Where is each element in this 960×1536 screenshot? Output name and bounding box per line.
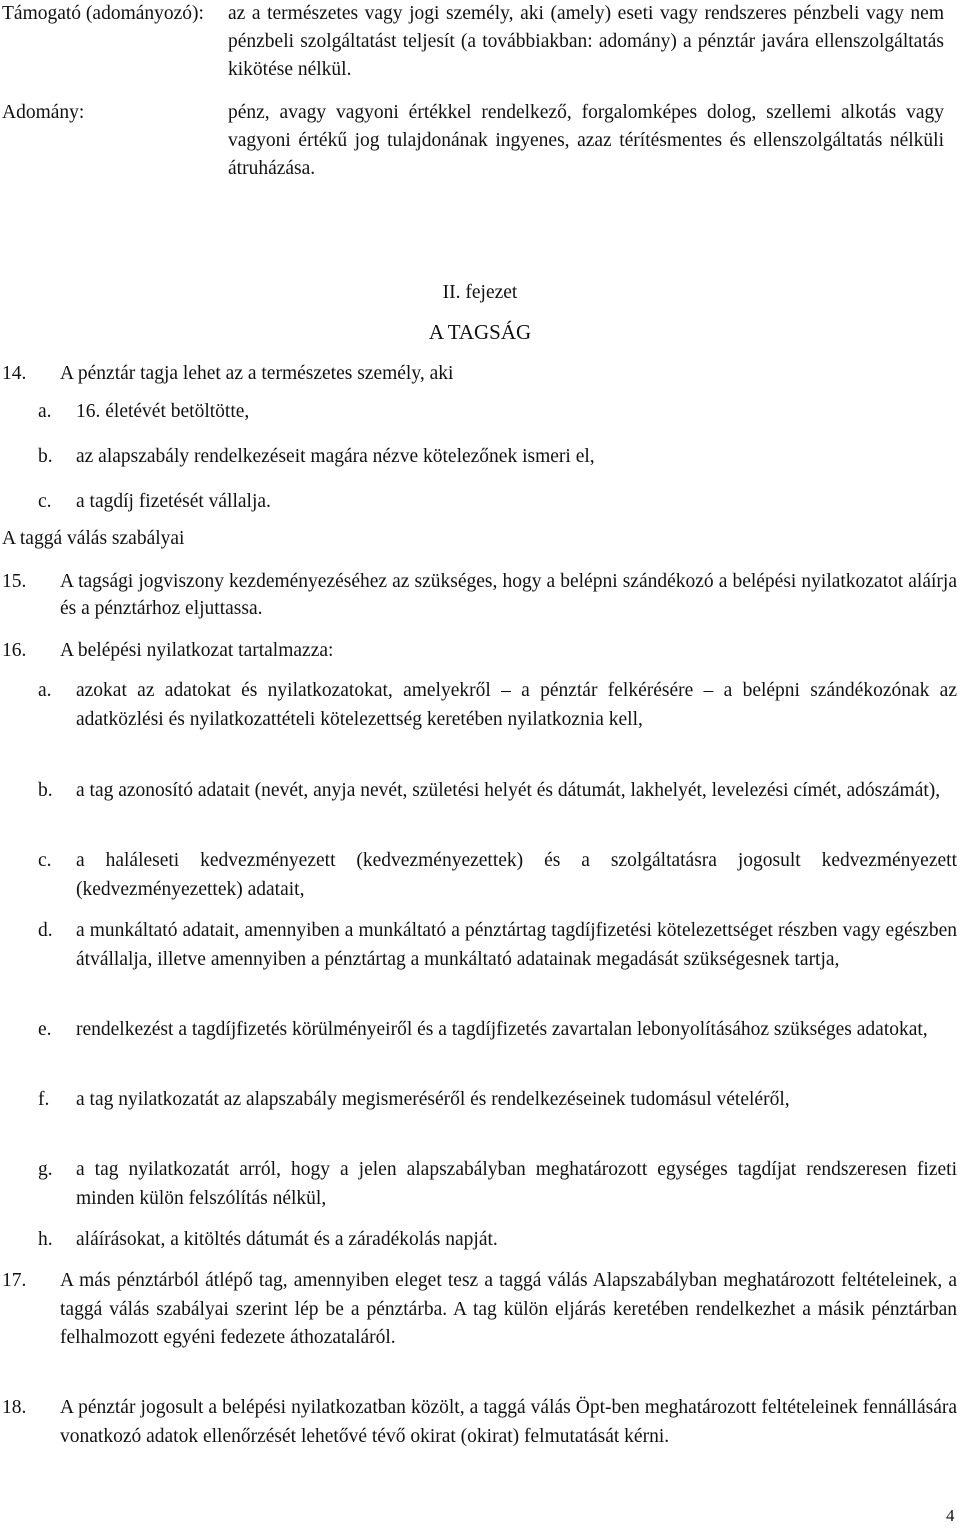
definition-text-adomany: pénz, avagy vagyoni értékkel rendelkező, forgalomképes dolog, szellemi alkotás vagy vagyoni értékű jog tulajdonának ingyenes, azaz térítésmentes és ellenszolgáltatás nélküli átruházása.	[228, 102, 944, 179]
section-16-item-h-marker: h.	[38, 1229, 53, 1250]
section-14-item-c: a tagdíj fizetését vállalja.	[76, 491, 271, 512]
section-15-number: 15.	[2, 571, 27, 592]
section-16-item-d: a munkáltató adatait, amennyiben a munkáltató a pénztártag tagdíjfizetési kötelezettséget részben vagy egészben átvállalja, illetve amennyiben a pénztártag a munkáltató adatainak megadását szükségesnek tartja,	[76, 920, 957, 970]
chapter-title: A TAGSÁG	[428, 320, 532, 344]
section-14-item-c-marker: c.	[38, 491, 52, 512]
section-16-item-f: a tag nyilatkozatát az alapszabály megismeréséről és rendelkezéseinek tudomásul vételéről,	[76, 1089, 790, 1110]
section-16-item-f-marker: f.	[38, 1089, 50, 1110]
section-16-item-a-marker: a.	[38, 680, 52, 701]
section-16-number: 16.	[2, 640, 27, 661]
page-number: 4	[946, 1506, 955, 1525]
section-15-text: A tagsági jogviszony kezdeményezéséhez az szükséges, hogy a belépni szándékozó a belépési nyilatkozatot aláírja és a pénztárhoz eljuttassa.	[60, 571, 957, 619]
section-16-item-g: a tag nyilatkozatát arról, hogy a jelen alapszabályban meghatározott egységes tagdíjat rendszeresen fizeti minden külön felszólítás nélkül,	[76, 1159, 957, 1209]
definition-text-tamogato: az a természetes vagy jogi személy, aki (amely) eseti vagy rendszeres pénzbeli vagy nem pénzbeli szolgáltatást teljesít (a továbbiakban: adomány) a pénztár javára ellenszolgáltatás kikötése nélkül.	[228, 3, 944, 80]
section-16-item-c: a haláleseti kedvezményezett (kedvezményezettek) és a szolgáltatásra jogosult kedvezményezett (kedvezményezettek) adatait,	[76, 850, 957, 900]
section-16-text: A belépési nyilatkozat tartalmazza:	[60, 640, 334, 661]
section-17-number: 17.	[2, 1270, 27, 1291]
definition-term-tamogato: Támogató (adományozó):	[2, 3, 204, 24]
definition-term-adomany: Adomány:	[2, 102, 85, 123]
section-18-number: 18.	[2, 1397, 27, 1418]
section-14-item-b-marker: b.	[38, 446, 53, 467]
section-16-item-a: azokat az adatokat és nyilatkozatokat, amelyekről – a pénztár felkérésére – a belépni szándékozónak az adatközlési és nyilatkozattételi kötelezettség keretében nyilatkoznia kell,	[76, 680, 957, 730]
section-14-item-a-marker: a.	[38, 401, 52, 422]
subheading: A taggá válás szabályai	[2, 528, 185, 549]
section-16-item-b-marker: b.	[38, 780, 53, 801]
section-14-text: A pénztár tagja lehet az a természetes személy, aki	[60, 363, 454, 384]
section-17-text: A más pénztárból átlépő tag, amennyiben eleget tesz a taggá válás Alapszabályban meghatározott feltételeinek, a taggá válás szabályai szerint lép be a pénztárba. A tag külön eljárás keretében rendelkezhet a másik pénztárban felhalmozott egyéni fedezete áthozataláról.	[60, 1270, 957, 1348]
section-16-item-h: aláírásokat, a kitöltés dátumát és a záradékolás napját.	[76, 1229, 498, 1250]
section-16-item-d-marker: d.	[38, 920, 53, 941]
section-14-number: 14.	[2, 363, 27, 384]
section-16-item-e: rendelkezést a tagdíjfizetés körülményeiről és a tagdíjfizetés zavartalan lebonyolításához szükséges adatokat,	[76, 1019, 928, 1040]
chapter-number: II. fejezet	[442, 282, 518, 303]
section-16-item-e-marker: e.	[38, 1019, 52, 1040]
section-14-item-a: 16. életévét betöltötte,	[76, 401, 250, 422]
section-18-text: A pénztár jogosult a belépési nyilatkozatban közölt, a taggá válás Öpt-ben meghatározott feltételeinek fennállására vonatkozó adatok ellenőrzését lehetővé tévő okirat (okirat) felmutatását kérni.	[60, 1397, 957, 1447]
section-16-item-b: a tag azonosító adatait (nevét, anyja nevét, születési helyét és dátumát, lakhelyét, levelezési címét, adószámát),	[76, 780, 941, 801]
section-16-item-g-marker: g.	[38, 1159, 53, 1180]
section-14-item-b: az alapszabály rendelkezéseit magára nézve kötelezőnek ismeri el,	[76, 446, 595, 467]
section-16-item-c-marker: c.	[38, 850, 52, 871]
